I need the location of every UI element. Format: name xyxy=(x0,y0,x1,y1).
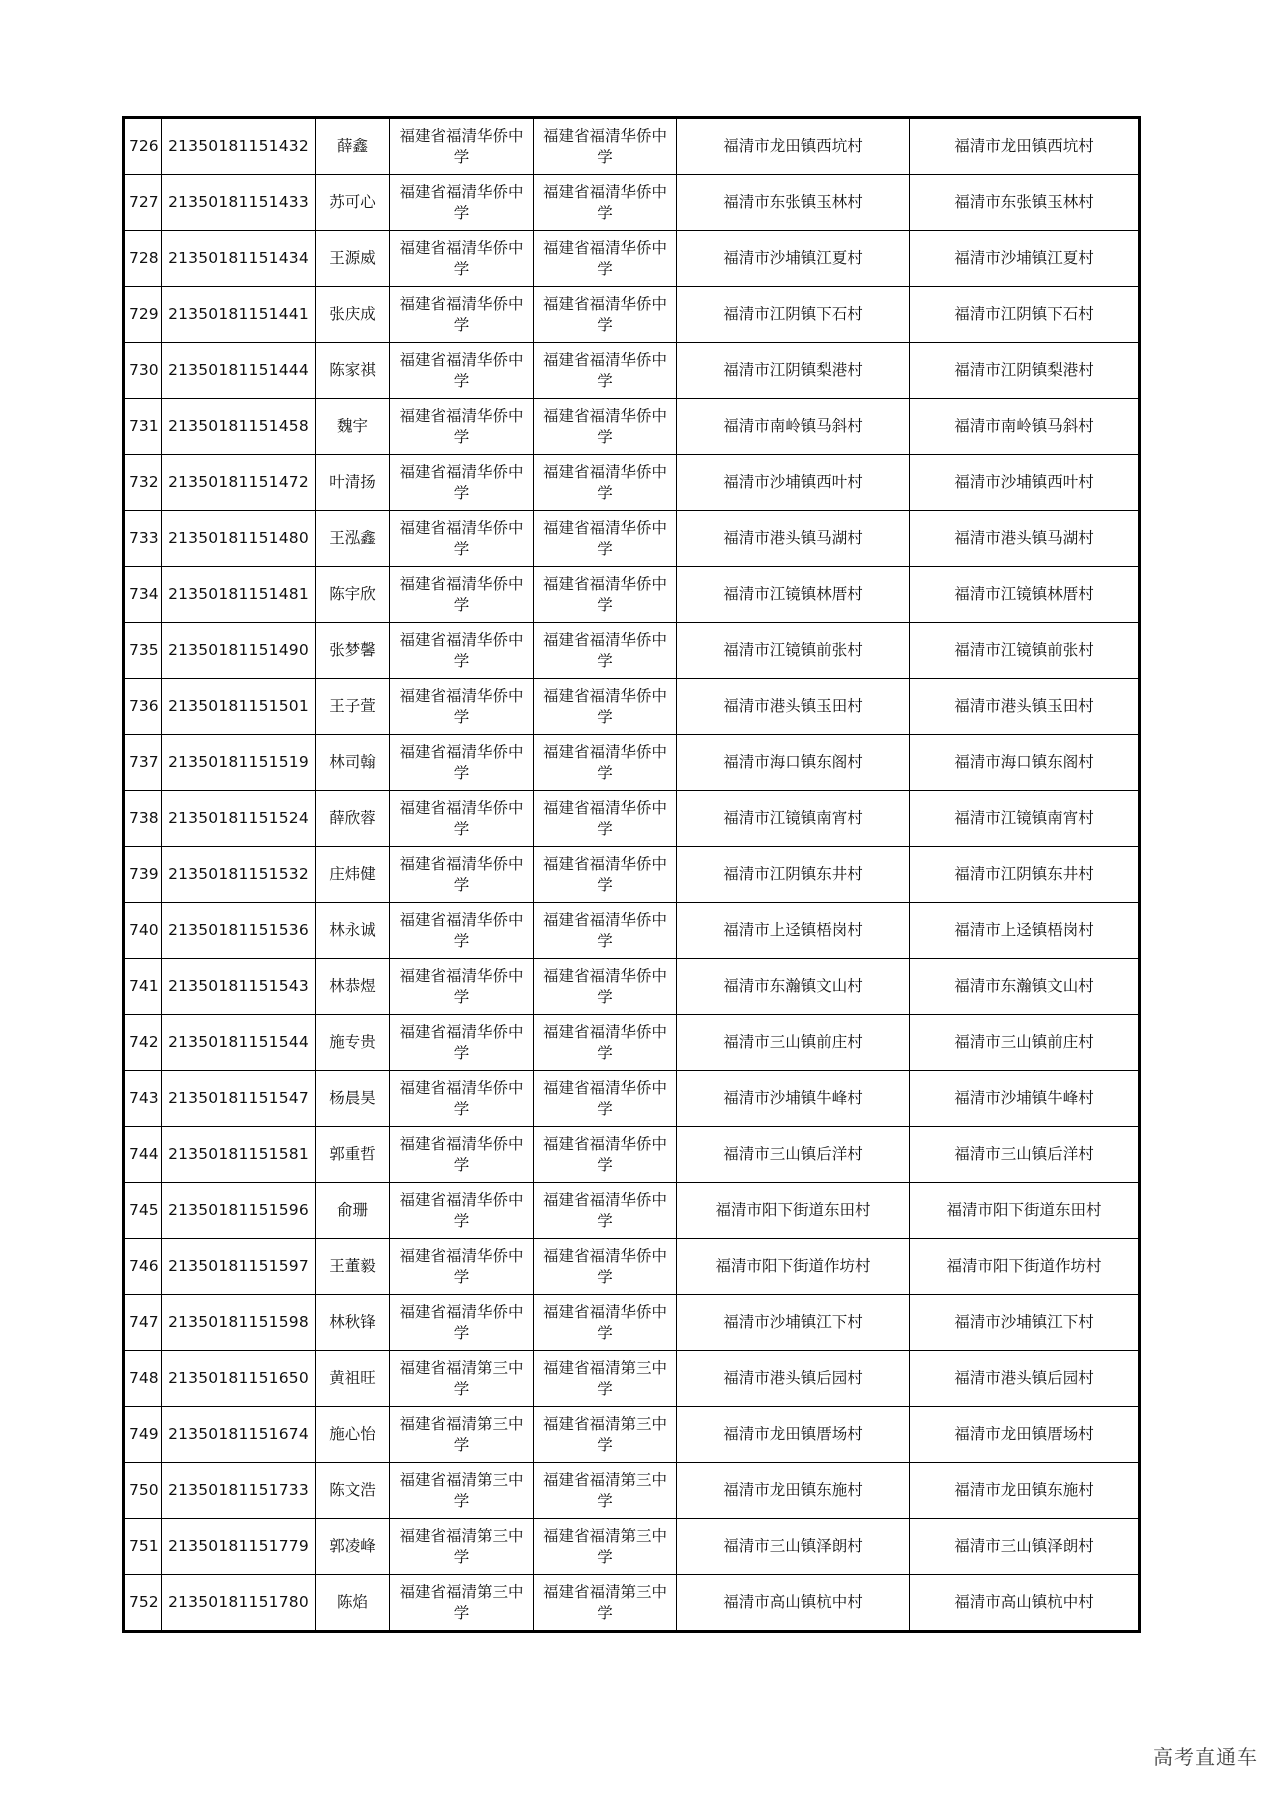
table-row xyxy=(124,1351,1140,1407)
student-name: 苏可心 xyxy=(316,175,390,231)
student-name: 王泓鑫 xyxy=(316,511,390,567)
school-cell: 福建省福清第三中学 xyxy=(390,1463,534,1519)
school-cell: 福建省福清华侨中学 xyxy=(534,175,677,231)
school-cell: 福建省福清华侨中学 xyxy=(390,1127,534,1183)
address-cell: 福清市江阴镇下石村 xyxy=(677,287,910,343)
address-cell: 福清市江阴镇梨港村 xyxy=(910,343,1140,399)
address-cell: 福清市江镜镇前张村 xyxy=(910,623,1140,679)
row-number: 740 xyxy=(124,903,162,959)
student-id: 21350181151524 xyxy=(162,791,316,847)
student-name: 薛鑫 xyxy=(316,118,390,175)
address-cell: 福清市海口镇东阁村 xyxy=(677,735,910,791)
student-id: 21350181151544 xyxy=(162,1015,316,1071)
school-cell: 福建省福清华侨中学 xyxy=(390,903,534,959)
table-row xyxy=(124,231,1140,287)
student-id: 21350181151441 xyxy=(162,287,316,343)
student-id: 21350181151532 xyxy=(162,847,316,903)
address-cell: 福清市龙田镇西坑村 xyxy=(910,118,1140,175)
student-id: 21350181151519 xyxy=(162,735,316,791)
table-row xyxy=(124,455,1140,511)
table-row xyxy=(124,1407,1140,1463)
student-name: 王董毅 xyxy=(316,1239,390,1295)
table-row xyxy=(124,1463,1140,1519)
student-id: 21350181151733 xyxy=(162,1463,316,1519)
school-cell: 福建省福清第三中学 xyxy=(534,1351,677,1407)
table-row xyxy=(124,623,1140,679)
table-row xyxy=(124,118,1140,175)
address-cell: 福清市港头镇玉田村 xyxy=(910,679,1140,735)
student-id: 21350181151674 xyxy=(162,1407,316,1463)
address-cell: 福清市沙埔镇江下村 xyxy=(910,1295,1140,1351)
address-cell: 福清市上迳镇梧岗村 xyxy=(677,903,910,959)
student-id: 21350181151481 xyxy=(162,567,316,623)
student-name: 陈焰 xyxy=(316,1575,390,1632)
address-cell: 福清市沙埔镇牛峰村 xyxy=(677,1071,910,1127)
school-cell: 福建省福清华侨中学 xyxy=(390,1183,534,1239)
address-cell: 福清市江阴镇梨港村 xyxy=(677,343,910,399)
table-row xyxy=(124,567,1140,623)
student-name: 郭凌峰 xyxy=(316,1519,390,1575)
student-name: 林司翰 xyxy=(316,735,390,791)
student-id: 21350181151598 xyxy=(162,1295,316,1351)
student-name: 黄祖旺 xyxy=(316,1351,390,1407)
student-id: 21350181151547 xyxy=(162,1071,316,1127)
table-row xyxy=(124,1127,1140,1183)
address-cell: 福清市阳下街道东田村 xyxy=(910,1183,1140,1239)
table-row xyxy=(124,1575,1140,1632)
address-cell: 福清市沙埔镇江下村 xyxy=(677,1295,910,1351)
school-cell: 福建省福清华侨中学 xyxy=(390,1071,534,1127)
row-number: 738 xyxy=(124,791,162,847)
address-cell: 福清市江镜镇南宵村 xyxy=(910,791,1140,847)
table-row xyxy=(124,903,1140,959)
roster-body xyxy=(124,118,1140,1632)
school-cell: 福建省福清华侨中学 xyxy=(534,1071,677,1127)
school-cell: 福建省福清华侨中学 xyxy=(534,735,677,791)
school-cell: 福建省福清华侨中学 xyxy=(390,118,534,175)
school-cell: 福建省福清华侨中学 xyxy=(390,1015,534,1071)
address-cell: 福清市三山镇前庄村 xyxy=(910,1015,1140,1071)
student-name: 薛欣蓉 xyxy=(316,791,390,847)
address-cell: 福清市龙田镇厝场村 xyxy=(910,1407,1140,1463)
address-cell: 福清市龙田镇东施村 xyxy=(677,1463,910,1519)
row-number: 735 xyxy=(124,623,162,679)
school-cell: 福建省福清华侨中学 xyxy=(390,511,534,567)
row-number: 730 xyxy=(124,343,162,399)
student-name: 陈家祺 xyxy=(316,343,390,399)
address-cell: 福清市江阴镇东井村 xyxy=(677,847,910,903)
address-cell: 福清市三山镇前庄村 xyxy=(677,1015,910,1071)
address-cell: 福清市东瀚镇文山村 xyxy=(677,959,910,1015)
student-name: 施心怡 xyxy=(316,1407,390,1463)
row-number: 752 xyxy=(124,1575,162,1632)
student-name: 张梦馨 xyxy=(316,623,390,679)
student-name: 王子萱 xyxy=(316,679,390,735)
school-cell: 福建省福清华侨中学 xyxy=(390,847,534,903)
school-cell: 福建省福清第三中学 xyxy=(390,1351,534,1407)
student-id: 21350181151434 xyxy=(162,231,316,287)
row-number: 726 xyxy=(124,118,162,175)
school-cell: 福建省福清华侨中学 xyxy=(534,118,677,175)
school-cell: 福建省福清第三中学 xyxy=(534,1407,677,1463)
row-number: 727 xyxy=(124,175,162,231)
student-id: 21350181151480 xyxy=(162,511,316,567)
school-cell: 福建省福清华侨中学 xyxy=(534,231,677,287)
student-id: 21350181151433 xyxy=(162,175,316,231)
student-name: 施专贵 xyxy=(316,1015,390,1071)
row-number: 733 xyxy=(124,511,162,567)
school-cell: 福建省福清华侨中学 xyxy=(534,1295,677,1351)
student-name: 林恭煜 xyxy=(316,959,390,1015)
school-cell: 福建省福清华侨中学 xyxy=(534,399,677,455)
table-row xyxy=(124,679,1140,735)
address-cell: 福清市上迳镇梧岗村 xyxy=(910,903,1140,959)
row-number: 744 xyxy=(124,1127,162,1183)
row-number: 745 xyxy=(124,1183,162,1239)
school-cell: 福建省福清华侨中学 xyxy=(390,455,534,511)
address-cell: 福清市港头镇后园村 xyxy=(677,1351,910,1407)
address-cell: 福清市江镜镇林厝村 xyxy=(677,567,910,623)
student-name: 张庆成 xyxy=(316,287,390,343)
address-cell: 福清市沙埔镇西叶村 xyxy=(910,455,1140,511)
student-name: 林秋锋 xyxy=(316,1295,390,1351)
school-cell: 福建省福清华侨中学 xyxy=(390,791,534,847)
address-cell: 福清市江阴镇下石村 xyxy=(910,287,1140,343)
student-name: 陈宇欣 xyxy=(316,567,390,623)
address-cell: 福清市三山镇后洋村 xyxy=(910,1127,1140,1183)
address-cell: 福清市海口镇东阁村 xyxy=(910,735,1140,791)
address-cell: 福清市阳下街道作坊村 xyxy=(677,1239,910,1295)
address-cell: 福清市港头镇马湖村 xyxy=(677,511,910,567)
student-name: 林永诚 xyxy=(316,903,390,959)
table-row xyxy=(124,175,1140,231)
address-cell: 福清市港头镇后园村 xyxy=(910,1351,1140,1407)
address-cell: 福清市江镜镇林厝村 xyxy=(910,567,1140,623)
school-cell: 福建省福清第三中学 xyxy=(534,1575,677,1632)
row-number: 739 xyxy=(124,847,162,903)
school-cell: 福建省福清华侨中学 xyxy=(390,623,534,679)
address-cell: 福清市江镜镇南宵村 xyxy=(677,791,910,847)
watermark-text: 高考直通车 xyxy=(1153,1745,1258,1769)
row-number: 736 xyxy=(124,679,162,735)
student-id: 21350181151472 xyxy=(162,455,316,511)
school-cell: 福建省福清华侨中学 xyxy=(390,175,534,231)
school-cell: 福建省福清第三中学 xyxy=(534,1463,677,1519)
table-row xyxy=(124,1015,1140,1071)
school-cell: 福建省福清华侨中学 xyxy=(390,343,534,399)
table-row xyxy=(124,399,1140,455)
school-cell: 福建省福清华侨中学 xyxy=(534,511,677,567)
address-cell: 福清市南岭镇马斜村 xyxy=(677,399,910,455)
row-number: 731 xyxy=(124,399,162,455)
table-row xyxy=(124,735,1140,791)
address-cell: 福清市龙田镇东施村 xyxy=(910,1463,1140,1519)
school-cell: 福建省福清华侨中学 xyxy=(390,679,534,735)
student-id: 21350181151490 xyxy=(162,623,316,679)
row-number: 741 xyxy=(124,959,162,1015)
table-row xyxy=(124,287,1140,343)
row-number: 737 xyxy=(124,735,162,791)
school-cell: 福建省福清第三中学 xyxy=(390,1575,534,1632)
row-number: 728 xyxy=(124,231,162,287)
address-cell: 福清市龙田镇厝场村 xyxy=(677,1407,910,1463)
table-row xyxy=(124,1519,1140,1575)
school-cell: 福建省福清华侨中学 xyxy=(534,1127,677,1183)
student-name: 王源威 xyxy=(316,231,390,287)
school-cell: 福建省福清华侨中学 xyxy=(534,903,677,959)
address-cell: 福清市南岭镇马斜村 xyxy=(910,399,1140,455)
address-cell: 福清市高山镇杭中村 xyxy=(910,1575,1140,1632)
student-id: 21350181151597 xyxy=(162,1239,316,1295)
student-id: 21350181151780 xyxy=(162,1575,316,1632)
row-number: 748 xyxy=(124,1351,162,1407)
school-cell: 福建省福清华侨中学 xyxy=(534,1239,677,1295)
table-row xyxy=(124,1183,1140,1239)
school-cell: 福建省福清华侨中学 xyxy=(390,567,534,623)
row-number: 751 xyxy=(124,1519,162,1575)
student-id: 21350181151536 xyxy=(162,903,316,959)
table-row xyxy=(124,511,1140,567)
school-cell: 福建省福清华侨中学 xyxy=(534,567,677,623)
address-cell: 福清市阳下街道作坊村 xyxy=(910,1239,1140,1295)
row-number: 750 xyxy=(124,1463,162,1519)
school-cell: 福建省福清华侨中学 xyxy=(390,959,534,1015)
student-id: 21350181151581 xyxy=(162,1127,316,1183)
table-row xyxy=(124,1239,1140,1295)
school-cell: 福建省福清华侨中学 xyxy=(390,399,534,455)
address-cell: 福清市沙埔镇牛峰村 xyxy=(910,1071,1140,1127)
row-number: 743 xyxy=(124,1071,162,1127)
address-cell: 福清市港头镇马湖村 xyxy=(910,511,1140,567)
school-cell: 福建省福清第三中学 xyxy=(390,1519,534,1575)
school-cell: 福建省福清华侨中学 xyxy=(390,287,534,343)
school-cell: 福建省福清华侨中学 xyxy=(534,1015,677,1071)
address-cell: 福清市港头镇玉田村 xyxy=(677,679,910,735)
student-name: 魏宇 xyxy=(316,399,390,455)
student-id: 21350181151501 xyxy=(162,679,316,735)
school-cell: 福建省福清华侨中学 xyxy=(534,791,677,847)
address-cell: 福清市东张镇玉林村 xyxy=(677,175,910,231)
address-cell: 福清市江阴镇东井村 xyxy=(910,847,1140,903)
row-number: 747 xyxy=(124,1295,162,1351)
table-row xyxy=(124,1295,1140,1351)
table-row xyxy=(124,959,1140,1015)
address-cell: 福清市阳下街道东田村 xyxy=(677,1183,910,1239)
school-cell: 福建省福清华侨中学 xyxy=(534,623,677,679)
student-id: 21350181151444 xyxy=(162,343,316,399)
student-id: 21350181151650 xyxy=(162,1351,316,1407)
row-number: 729 xyxy=(124,287,162,343)
row-number: 742 xyxy=(124,1015,162,1071)
row-number: 732 xyxy=(124,455,162,511)
address-cell: 福清市三山镇泽朗村 xyxy=(677,1519,910,1575)
student-id: 21350181151432 xyxy=(162,118,316,175)
school-cell: 福建省福清第三中学 xyxy=(390,1407,534,1463)
school-cell: 福建省福清华侨中学 xyxy=(534,455,677,511)
student-id: 21350181151543 xyxy=(162,959,316,1015)
student-name: 杨晨昊 xyxy=(316,1071,390,1127)
row-number: 734 xyxy=(124,567,162,623)
school-cell: 福建省福清华侨中学 xyxy=(534,847,677,903)
table-row xyxy=(124,1071,1140,1127)
student-name: 陈文浩 xyxy=(316,1463,390,1519)
student-id: 21350181151458 xyxy=(162,399,316,455)
table-row xyxy=(124,343,1140,399)
address-cell: 福清市沙埔镇西叶村 xyxy=(677,455,910,511)
school-cell: 福建省福清华侨中学 xyxy=(534,287,677,343)
school-cell: 福建省福清华侨中学 xyxy=(390,735,534,791)
school-cell: 福建省福清华侨中学 xyxy=(534,1183,677,1239)
student-roster-table xyxy=(122,116,1141,1633)
school-cell: 福建省福清华侨中学 xyxy=(534,679,677,735)
table-row xyxy=(124,791,1140,847)
address-cell: 福清市三山镇后洋村 xyxy=(677,1127,910,1183)
address-cell: 福清市沙埔镇江夏村 xyxy=(677,231,910,287)
school-cell: 福建省福清华侨中学 xyxy=(390,1295,534,1351)
student-id: 21350181151779 xyxy=(162,1519,316,1575)
school-cell: 福建省福清第三中学 xyxy=(534,1519,677,1575)
school-cell: 福建省福清华侨中学 xyxy=(390,231,534,287)
address-cell: 福清市东张镇玉林村 xyxy=(910,175,1140,231)
address-cell: 福清市东瀚镇文山村 xyxy=(910,959,1140,1015)
student-name: 庄炜健 xyxy=(316,847,390,903)
student-id: 21350181151596 xyxy=(162,1183,316,1239)
school-cell: 福建省福清华侨中学 xyxy=(534,959,677,1015)
address-cell: 福清市高山镇杭中村 xyxy=(677,1575,910,1632)
address-cell: 福清市龙田镇西坑村 xyxy=(677,118,910,175)
student-name: 俞珊 xyxy=(316,1183,390,1239)
school-cell: 福建省福清华侨中学 xyxy=(534,343,677,399)
student-name: 叶清扬 xyxy=(316,455,390,511)
table-row xyxy=(124,847,1140,903)
address-cell: 福清市三山镇泽朗村 xyxy=(910,1519,1140,1575)
address-cell: 福清市江镜镇前张村 xyxy=(677,623,910,679)
school-cell: 福建省福清华侨中学 xyxy=(390,1239,534,1295)
address-cell: 福清市沙埔镇江夏村 xyxy=(910,231,1140,287)
row-number: 746 xyxy=(124,1239,162,1295)
student-name: 郭重哲 xyxy=(316,1127,390,1183)
row-number: 749 xyxy=(124,1407,162,1463)
